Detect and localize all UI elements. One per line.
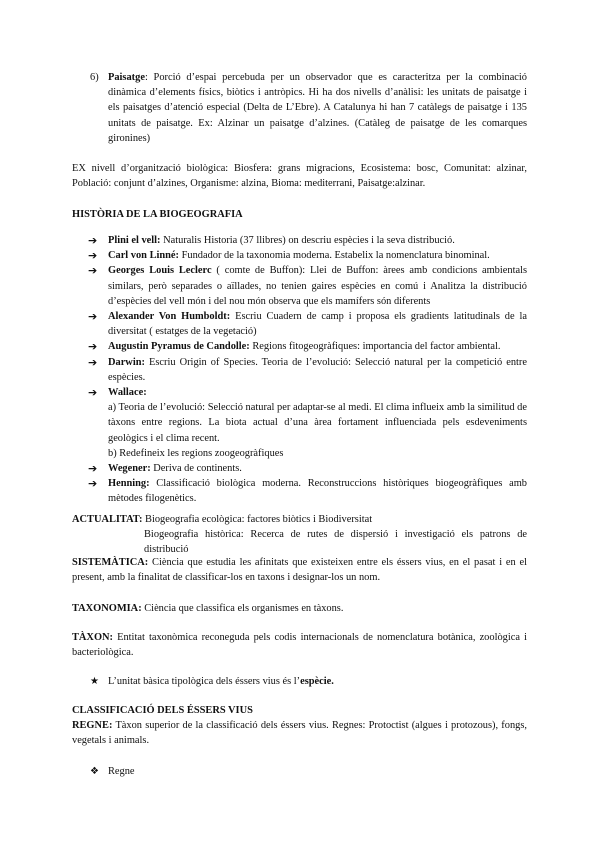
star-icon: ★ bbox=[90, 676, 99, 687]
history-list bbox=[88, 233, 527, 507]
example-levels-paragraph: EX nivell d’organització biològica: Biosfera: grans migracions, Ecosistema: bosc, Comunitat: alzinar, Població: conjunt d’alzines, Organisme: alzina, Bioma: mediterrani, Paisatge:alzinar. bbox=[72, 163, 527, 190]
classificacio-heading: CLASSIFICACIÓ DELS ÉSSERS VIUS bbox=[72, 705, 253, 716]
list-item: ➔ Henning: Classificació biològica moderna. Reconstruccions històriques biogeogràfiques amb mètodes filogenètics. bbox=[88, 477, 527, 505]
star-note: ★ L’unitat bàsica tipològica dels éssers vius és l’espècie. bbox=[90, 674, 527, 689]
arrow-right-icon: ➔ bbox=[88, 234, 98, 247]
item-paisatge bbox=[90, 70, 527, 146]
arrow-right-icon: ➔ bbox=[88, 386, 98, 400]
arrow-right-icon: ➔ bbox=[88, 462, 98, 476]
actualitat-label: ACTUALITAT: bbox=[72, 514, 143, 525]
diamond-bullet-icon: ❖ bbox=[90, 766, 99, 777]
regne-label: REGNE: bbox=[72, 720, 113, 731]
item-number: 6) bbox=[90, 72, 99, 83]
regne-paragraph: REGNE: Tàxon superior de la classificació dels éssers vius. Regnes: Protoctist (algues i protozous), fongs, vegetals i animals. bbox=[72, 720, 527, 747]
term-paisatge: Paisatge bbox=[108, 72, 145, 83]
list-item: ➔ Carl von Linné: Fundador de la taxonomia moderna. Estabelix la nomenclatura binominal. bbox=[88, 249, 490, 263]
list-item: ➔ Alexander Von Humboldt: Escriu Cuadern de camp i proposa els gradients latitudinals de la diversitat ( estatges de la vegetació) bbox=[88, 310, 528, 338]
wallace-sub-b: b) Redefineix les regions zoogeogràfiques bbox=[108, 447, 284, 459]
history-heading: HISTÒRIA DE LA BIOGEOGRAFIA bbox=[72, 209, 243, 220]
list-item: ➔ Wallace: a) Teoria de l’evolució: Selecció natural per adaptar-se al medi. El clima influeix amb la similitud de tàxons entre regions. La biota actual d’una àrea fortament influenciada pels esdeveniments geològics i el clima recent. b) Redefineix les regions zoogeogràfiques bbox=[88, 385, 527, 461]
list-item: ➔ Darwin: Escriu Origin of Species. Teoria de l’evolució: Selecció natural per la competició entre espècies. bbox=[88, 355, 527, 383]
regne-bullet: ❖ Regne bbox=[90, 764, 527, 779]
taxon-paragraph: TÀXON: Entitat taxonòmica reconeguda pels codis internacionals de nomenclatura botànica, zoològica i bacteriològica. bbox=[72, 632, 527, 659]
list-item: ➔ Wegener: Deriva de continents. bbox=[88, 462, 242, 476]
wallace-sub-a: a) Teoria de l’evolució: Selecció natural per adaptar-se al medi. El clima influeix amb la similitud de tàxons entre regions. La biota actual d’una àrea fortament influenciada pels esdeveniments geològics i el clima recent. bbox=[108, 402, 527, 444]
taxonomia-label: TAXONOMIA: bbox=[72, 603, 142, 614]
actualitat-line2: Biogeografia històrica: Recerca de rutes de dispersió i investigació els patrons de distribució bbox=[144, 529, 527, 556]
arrow-right-icon: ➔ bbox=[88, 264, 98, 278]
list-item: ➔ Plini el vell: Naturalis Historia (37 llibres) on descriu espècies i la seva distribució. bbox=[88, 234, 455, 247]
sistematica-label: SISTEMÀTICA: bbox=[72, 557, 149, 568]
arrow-right-icon: ➔ bbox=[88, 310, 98, 324]
list-item: ➔ Augustin Pyramus de Candolle: Regions fitogeogràfiques: importancia del factor ambiental. bbox=[88, 340, 501, 354]
arrow-right-icon: ➔ bbox=[88, 340, 98, 354]
arrow-right-icon: ➔ bbox=[88, 249, 98, 263]
sistematica-paragraph: SISTEMÀTICA: Ciència que estudia les afinitats que existeixen entre els éssers vius, en el pasat i en el present, amb la finalitat de classificar-los en taxons i designar-los un nom. bbox=[72, 557, 527, 584]
paisatge-definition: : Porció d’espai percebuda per un observador que es caracteritza per la combinació dinàmica d’elements físics, biòtics i antròpics. Hi ha dos nivells d’anàlisi: les unitats de paisatge i els paisatges d’atenció especial (Delta de L’Ebre). A Catalunya hi han 7 catàlegs de paisatge i 135 unitats de paisatge. Ex: Alzinar un paisatge d’alzines. (Catàleg de paisatge de les comarques gironines) bbox=[108, 72, 527, 144]
arrow-right-icon: ➔ bbox=[88, 355, 98, 369]
arrow-right-icon: ➔ bbox=[88, 477, 98, 491]
taxon-label: TÀXON: bbox=[72, 632, 113, 643]
actualitat-paragraph: ACTUALITAT: Biogeografia ecològica: factores biòtics i Biodiversitat Biogeografia històrica: Recerca de rutes de dispersió i investigació els patrons de distribució bbox=[72, 512, 527, 558]
taxonomia-paragraph: TAXONOMIA: Ciència que classifica els organismes en tàxons. bbox=[72, 603, 344, 614]
list-item: ➔ Georges Louis Leclerc ( comte de Buffon): Llei de Buffon: àrees amb condicions ambientals similars, però separades o aïllades, no tenien gaires espècies en comú i Analitza la distribució d’espècies del vell món i del nou món observa que els mamífers són diferents bbox=[88, 264, 527, 307]
